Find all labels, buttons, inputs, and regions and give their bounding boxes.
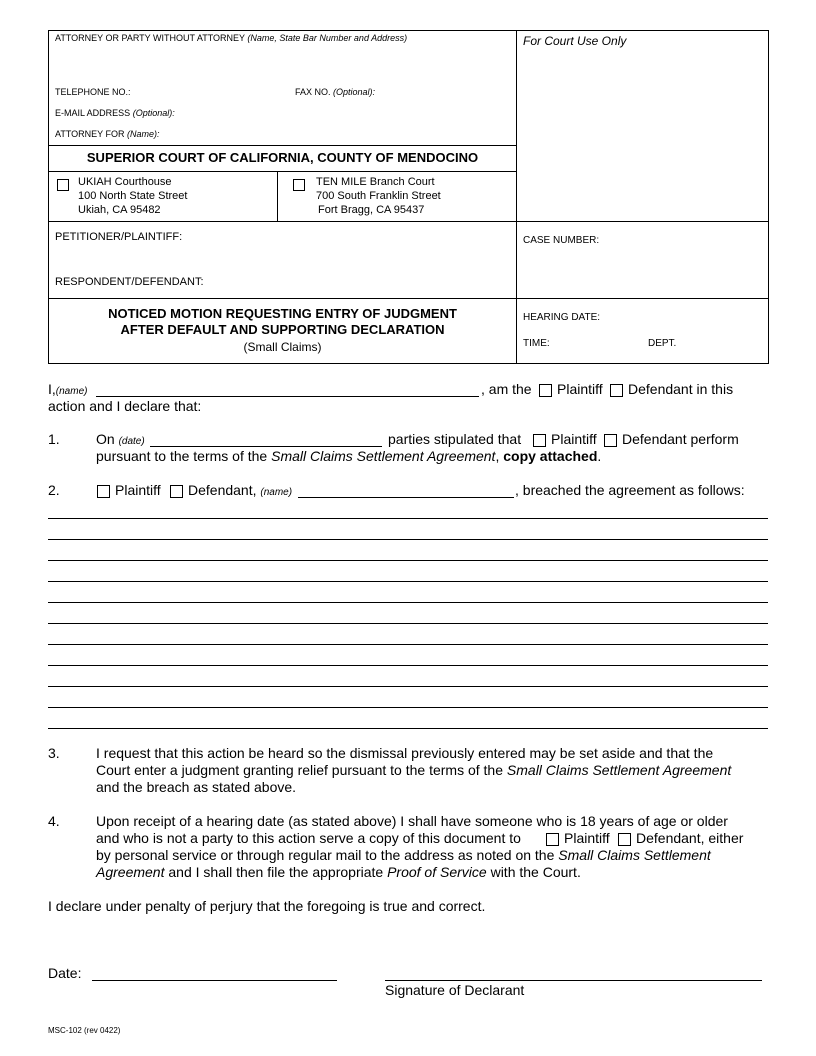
intro-defendant-label: Defendant in this: [628, 381, 734, 397]
item4-line4-b: and I shall then file the appropriate: [168, 864, 384, 880]
item2-breached: , breached the agreement as follows:: [515, 482, 745, 498]
parties-top-line: [48, 221, 769, 222]
intro-i: I,: [48, 381, 56, 397]
fax-field-label: [295, 87, 375, 98]
ukiah-street: 100 North State Street: [78, 190, 188, 202]
document-title-line2: AFTER DEFAULT AND SUPPORTING DECLARATION: [120, 322, 445, 337]
item2-number: 2.: [48, 482, 60, 498]
email-label: E-MAIL ADDRESS: [55, 108, 131, 118]
breach-description-line[interactable]: [48, 686, 768, 687]
date-label: Date:: [48, 965, 82, 981]
hearing-date-label: HEARING DATE:: [523, 312, 601, 323]
item4-line4-d: with the Court.: [490, 864, 581, 880]
breach-description-line[interactable]: [48, 728, 768, 729]
caption-border-bottom: [48, 363, 769, 364]
item2-plaintiff-label: Plaintiff: [115, 482, 161, 498]
intro-am-the: , am the: [481, 381, 532, 397]
item1-date-hint: (date): [118, 436, 145, 447]
document-title-line1: NOTICED MOTION REQUESTING ENTRY OF JUDGMENT: [108, 306, 457, 321]
item2-defendant-checkbox[interactable]: [170, 485, 183, 498]
tenmile-street: 700 South Franklin Street: [316, 190, 441, 202]
tenmile-court-name: TEN MILE Branch Court: [316, 176, 435, 188]
item1-defendant-checkbox[interactable]: [604, 434, 617, 447]
attorney-label: ATTORNEY OR PARTY WITHOUT ATTORNEY: [55, 33, 245, 43]
item1-agreement-title: Small Claims Settlement Agreement: [271, 448, 496, 464]
item4-line3: [96, 847, 711, 864]
item1-period: .: [597, 448, 602, 464]
perjury-declaration: I declare under penalty of perjury that the foregoing is true and correct.: [48, 898, 486, 914]
tenmile-checkbox[interactable]: [293, 179, 305, 191]
attorney-field-label: [55, 33, 407, 44]
caption-border-top: [48, 30, 769, 31]
title-top-line: [48, 298, 769, 299]
document-subtitle: (Small Claims): [243, 340, 322, 354]
court-name-top-line: [48, 145, 517, 146]
item4-line1: Upon receipt of a hearing date (as stated above) I shall have someone who is 18 years of age or older: [96, 813, 728, 829]
breach-description-line[interactable]: [48, 665, 768, 666]
signature-label: Signature of Declarant: [385, 982, 525, 998]
item2-name-hint: (name): [260, 487, 293, 498]
email-field-label: [55, 108, 175, 119]
item3-number: 3.: [48, 745, 60, 761]
item4-line3-a: by personal service or through regular mail to the address as noted on the: [96, 847, 555, 863]
breach-description-line[interactable]: [48, 518, 768, 519]
court-name-bottom-line: [48, 171, 517, 172]
item3-line2: [96, 762, 731, 779]
item1-defendant-label: Defendant perform: [622, 431, 739, 447]
form-number: MSC-102 (rev 0422): [48, 1026, 121, 1035]
item3-line2-a: Court enter a judgment granting relief pursuant to the terms of the: [96, 762, 504, 778]
intro-plaintiff-label: Plaintiff: [557, 381, 603, 397]
courthouse-divider: [277, 171, 278, 221]
attorney-for-field-label: [55, 129, 160, 140]
ukiah-checkbox[interactable]: [57, 179, 69, 191]
caption-border-right: [768, 30, 769, 364]
fax-hint: (Optional):: [333, 87, 376, 97]
item1-line2: [96, 448, 601, 465]
item4-plaintiff-label: Plaintiff: [564, 830, 610, 846]
attorney-for-label: ATTORNEY FOR: [55, 129, 125, 139]
fax-label: FAX NO.: [295, 87, 331, 97]
court-use-label: For Court Use Only: [523, 34, 627, 48]
signature-line[interactable]: [385, 980, 762, 981]
ukiah-courthouse-name: UKIAH Courthouse: [78, 176, 172, 188]
item1-stipulated: parties stipulated that: [388, 431, 522, 447]
email-hint: (Optional):: [132, 108, 175, 118]
item4-line4: [96, 864, 581, 881]
intro-defendant-checkbox[interactable]: [610, 384, 623, 397]
item4-number: 4.: [48, 813, 60, 829]
time-label: TIME:: [523, 338, 550, 349]
item4-agreement-title-a: Small Claims Settlement: [558, 847, 711, 863]
declarant-name-input[interactable]: [96, 396, 479, 397]
court-name: SUPERIOR COURT OF CALIFORNIA, COUNTY OF MENDOCINO: [86, 150, 479, 165]
item1-comma: ,: [495, 448, 500, 464]
breaching-party-name-input[interactable]: [298, 497, 514, 498]
dept-label: DEPT.: [648, 338, 677, 349]
item3-line3: and the breach as stated above.: [96, 779, 297, 795]
petitioner-label: PETITIONER/PLAINTIFF:: [55, 231, 183, 243]
respondent-label: RESPONDENT/DEFENDANT:: [55, 276, 204, 288]
item4-proof-of-service: Proof of Service: [387, 864, 487, 880]
tenmile-city: Fort Bragg, CA 95437: [318, 204, 425, 216]
item4-line2: and who is not a party to this action serve a copy of this document to: [96, 830, 521, 846]
date-input[interactable]: [92, 980, 337, 981]
breach-description-line[interactable]: [48, 707, 768, 708]
item3-agreement-title: Small Claims Settlement Agreement: [506, 762, 732, 778]
breach-description-line[interactable]: [48, 602, 768, 603]
item4-defendant-label: Defendant, either: [636, 830, 744, 846]
case-number-label: CASE NUMBER:: [523, 235, 600, 246]
intro-name-hint: (name): [55, 386, 88, 397]
attorney-hint: (Name, State Bar Number and Address): [247, 33, 408, 43]
breach-description-line[interactable]: [48, 581, 768, 582]
item2-defendant-label: [188, 482, 292, 501]
item2-defendant-text: Defendant,: [188, 482, 257, 498]
breach-description-line[interactable]: [48, 644, 768, 645]
item2-plaintiff-checkbox[interactable]: [97, 485, 110, 498]
item3-line1: I request that this action be heard so the dismissal previously entered may be set aside and that the: [96, 745, 714, 761]
ukiah-city: Ukiah, CA 95482: [78, 204, 161, 216]
item1-copy-attached: copy attached: [503, 448, 598, 464]
item4-plaintiff-checkbox[interactable]: [546, 833, 559, 846]
breach-description-line[interactable]: [48, 539, 768, 540]
telephone-label: TELEPHONE NO.:: [55, 87, 131, 97]
intro-plaintiff-checkbox[interactable]: [539, 384, 552, 397]
breach-description-line[interactable]: [48, 623, 768, 624]
item1-plaintiff-checkbox[interactable]: [533, 434, 546, 447]
item4-agreement-title-b: Agreement: [96, 864, 165, 880]
item1-number: 1.: [48, 431, 60, 447]
stipulation-date-input[interactable]: [150, 446, 382, 447]
item1-plaintiff-label: Plaintiff: [551, 431, 597, 447]
attorney-for-hint: (Name):: [127, 129, 160, 139]
intro-line2: action and I declare that:: [48, 398, 202, 414]
breach-description-line[interactable]: [48, 560, 768, 561]
item1-line2-a: pursuant to the terms of the: [96, 448, 268, 464]
item1-on-text: On: [96, 431, 115, 447]
item4-defendant-checkbox[interactable]: [618, 833, 631, 846]
